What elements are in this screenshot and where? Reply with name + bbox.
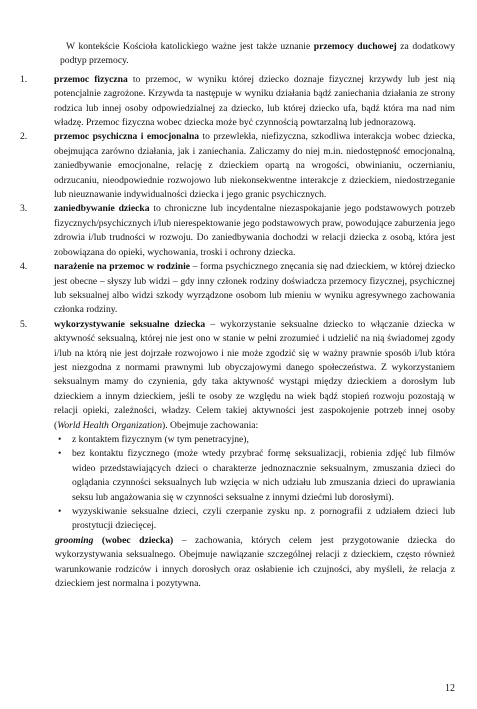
item-text: – wykorzystanie seksualne dziecko to włączanie dziecka w aktywność seksualną, której nie jest ono w stanie w pełni zrozumieć i udzielić na nią świadomej zgody i/lub na którą nie jest dojrzałe rozwojowo i nie może zgodzić się w ważny prawnie sposób i/lub która jest niezgodna z normami prawnymi lub obyczajowymi danego społeczeństwa. Z wykorzystaniem seksualnym mamy do czynienia, gdy taka aktywność wystąpi między dzieckiem a dorosłym lub dzieckiem a innym dzieckiem, jeśli te osoby ze względu na wiek bądź stopień rozwoju pozostają w relacji opieki, zależności, władzy. Celem takiej aktywności jest zaspokojenie potrzeb innej osoby ( [54,318,455,431]
item-text-end: ). Obejmuje zachowania: [162,419,259,431]
item-number: 4. [20,261,28,273]
bullet-icon: • [58,433,62,445]
item-text: – forma psychicznego znęcania się nad dzieckiem, w której dziecko jest obecne – słyszy lub widzi – gdy inny członek rodziny doświadcza przemocy fizycznej, psychicznej lub seksualnej albo widzi szkody wyrządzone osobom lub mieniu w wyniku agresywnego zachowania członka rodziny. [54,261,455,316]
list-item [22,130,455,202]
who-reference: World Health Organization [57,419,163,431]
item-text: to przemoc, w wyniku której dziecko doznaje fizycznej krzywdy lub jest nią potencjalnie zagrożone. Krzywda ta następuje w wyniku działania bądź zaniechania działania ze strony rodzica lub innej osoby odpowiedzialnej za dziecko, lub której dziecko ufa, bądź która ma nad nim władzę. Przemoc fizyczna wobec dziecka może być czynnością powtarzalną lub jednorazową. [54,73,455,129]
list-item [22,73,455,131]
bullet-item [58,447,455,505]
item-term: wykorzystywanie seksualne dziecka [54,318,206,330]
bullet-icon: • [58,506,62,517]
item-text: to chroniczne lub incydentalne niezaspokajanie jego podstawowych potrzeb fizycznych/psychicznych i/lub nierespektowanie jego podstawowych praw, powodujące zaburzenia jego zdrowia i/lub trudności w rozwoju. Do zaniedbywania dochodzi w relacji dziecka z osobą, która jest zobowiązana do opieki, wychowania, troski i ochrony dziecka. [54,203,455,258]
grooming-term: grooming [55,534,94,546]
intro-text-after: za dodatkowy podtyp przemocy. [60,41,455,67]
item-number: 2. [20,131,28,143]
item-term: narażenie na przemoc w rodzinie [54,261,191,273]
list-item [22,318,455,534]
item-number: 3. [20,203,28,215]
intro-text-before: W kontekście Kościoła katolickiego ważne jest także uznanie [66,41,314,52]
bullet-text: z kontaktem fizycznym (w tym penetracyjne), [72,433,249,445]
violence-types-list [20,73,455,534]
item-term: zaniedbywanie dziecka [54,203,150,215]
bullet-item [58,505,455,534]
item-term: przemoc psychiczna i emocjonalna [54,131,200,143]
item-number: 5. [20,318,28,330]
list-item [22,202,455,260]
bullet-text: wyzyskiwanie seksualne dzieci, czyli czerpanie zysku np. z pornografii z udziałem dzieci lub prostytucji dziecięcej. [72,506,455,532]
grooming-text: – zachowania, których celem jest przygotowanie dziecka do wykorzystywania seksualnego. Obejmuje nawiązanie szczególnej relacji z dzieckiem, często również warunkowanie rodziców i innych dorosłych oraz osłabienie ich czujności, aby myśleli, że relacja z dzieckiem jest normalna i pozytywna. [55,534,455,590]
bullet-icon: • [58,448,62,460]
grooming-term-qualifier: (wobec dziecka) [93,534,174,546]
bullet-item [58,433,455,447]
item-term: przemoc fizyczna [54,73,128,85]
item-text: to przewlekła, niefizyczna, szkodliwa interakcja wobec dziecka, obejmująca zarówno działania, jak i zaniechania. Zaliczamy do niej m.in. niedostępność emocjonalną, zaniedbywanie emocjonalne, relację z dzieckiem opartą na wrogości, obwinianiu, oczernianiu, odrzucaniu, nieodpowiednie rozwojowo lub niekonsekwentne interakcje z dzieckiem, niedostrzeganie lub nieuznawanie indywidualności dziecka i jego granic psychicznych. [54,131,455,201]
list-item [22,260,455,318]
page-number: 12 [445,683,455,694]
bullet-list [54,433,455,534]
bullet-text: bez kontaktu fizycznego (może wtedy przybrać formę seksualizacji, robienia zdjęć lub filmów wideo przedstawiających dzieci o charakterze jednoznacznie seksualnym, zmuszania dzieci do oglądania czynności seksualnych lub wzięcia w nich udziału lub zmuszania dzieci do uprawiania seksu lub angażowania się w czynności seksualne z innymi dziećmi lub dorosłymi). [72,448,455,503]
grooming-paragraph [22,534,455,592]
intro-paragraph [60,40,455,69]
intro-term: przemocy duchowej [313,41,397,52]
item-number: 1. [20,73,28,85]
